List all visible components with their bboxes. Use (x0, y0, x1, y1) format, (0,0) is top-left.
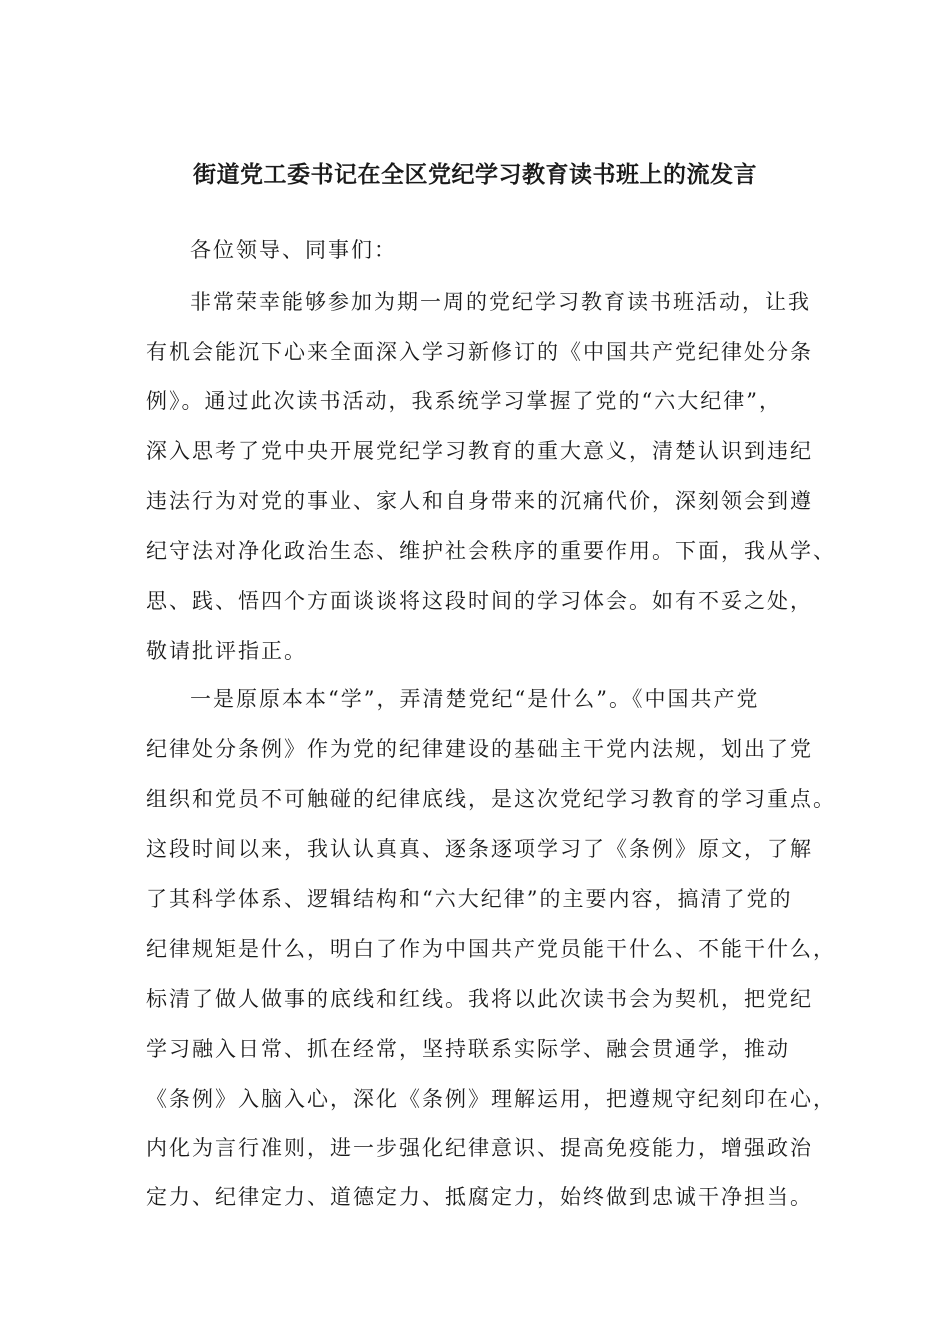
paragraph-2-line-10: 内化为言行准则，进一步强化纪律意识、提高免疫能力，增强政治 (146, 1136, 813, 1160)
paragraph-1-line-4: 深入思考了党中央开展党纪学习教育的重大意义，清楚认识到违纪 (146, 439, 813, 463)
paragraph-2-line-9: 《条例》入脑入心，深化《条例》理解运用，把遵规守纪刻印在心， (146, 1087, 836, 1111)
paragraph-1-line-6: 纪守法对净化政治生态、维护社会秩序的重要作用。下面，我从学、 (146, 539, 836, 563)
paragraph-2-line-11: 定力、纪律定力、道德定力、抵腐定力，始终做到忠诚干净担当。 (146, 1185, 813, 1209)
paragraph-2-line-8: 学习融入日常、抓在经常，坚持联系实际学、融会贯通学，推动 (146, 1037, 790, 1061)
paragraph-1-line-3: 例》。通过此次读书活动，我系统学习掌握了党的“六大纪律”， (146, 389, 782, 413)
paragraph-2-line-4: 这段时间以来，我认认真真、逐条逐项学习了《条例》原文，了解 (146, 837, 813, 861)
paragraph-2-line-2: 纪律处分条例》作为党的纪律建设的基础主干党内法规，划出了党 (146, 737, 813, 761)
salutation: 各位领导、同事们： (190, 238, 397, 262)
paragraph-1-line-7: 思、践、悟四个方面谈谈将这段时间的学习体会。如有不妥之处， (146, 589, 813, 613)
paragraph-1-line-1: 非常荣幸能够参加为期一周的党纪学习教育读书班活动，让我 (190, 290, 811, 314)
paragraph-2-line-7: 标清了做人做事的底线和红线。我将以此次读书会为契机，把党纪 (146, 987, 813, 1011)
paragraph-2-line-1: 一是原原本本“学”，弄清楚党纪“是什么”。《中国共产党 (190, 687, 760, 711)
paragraph-1-line-5: 违法行为对党的事业、家人和自身带来的沉痛代价，深刻领会到遵 (146, 489, 813, 513)
paragraph-1-line-8: 敬请批评指正。 (146, 639, 307, 663)
paragraph-1-line-2: 有机会能沉下心来全面深入学习新修订的《中国共产党纪律处分条 (146, 340, 813, 364)
paragraph-2-line-3: 组织和党员不可触碰的纪律底线，是这次党纪学习教育的学习重点。 (146, 787, 836, 811)
document-title: 街道党工委书记在全区党纪学习教育读书班上的流发言 (193, 161, 757, 188)
paragraph-2-line-6: 纪律规矩是什么，明白了作为中国共产党员能干什么、不能干什么， (146, 937, 836, 961)
paragraph-2-line-5: 了其科学体系、逻辑结构和“六大纪律”的主要内容，搞清了党的 (146, 887, 793, 911)
